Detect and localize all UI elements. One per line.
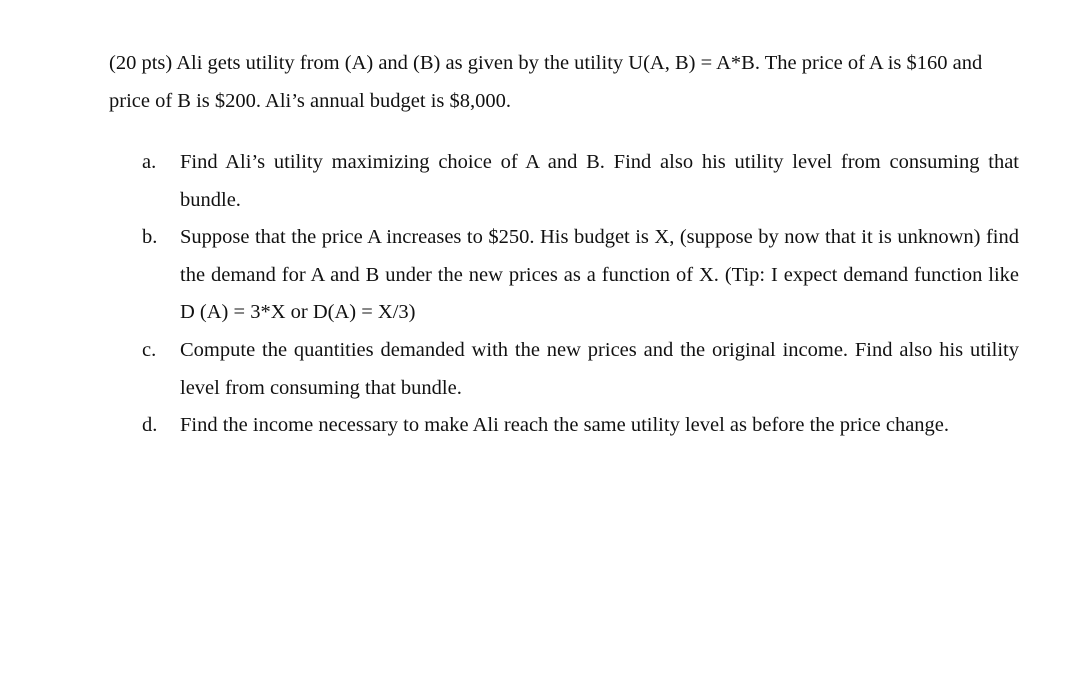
question-intro: (20 pts) Ali gets utility from (A) and (B) as given by the utility U(A, B) = A*B. The price of A is $160 and price of B is $200. Ali’s annual budget is $8,000. (109, 52, 983, 112)
question-part-a (142, 144, 1019, 219)
part-text: Find Ali’s utility maximizing choice of A and B. Find also his utility level from consuming that bundle. (180, 151, 1019, 211)
question-parts-list (142, 144, 1019, 445)
part-text: Suppose that the price A increases to $250. His budget is X, (suppose by now that it is unknown) find the demand for A and B under the new prices as a function of X. (Tip: I expect demand function like D (A) = 3*X or D(A) = X/3) (180, 226, 1019, 324)
part-marker: d. (142, 414, 158, 437)
question-part-b (142, 219, 1019, 332)
part-marker: c. (142, 338, 157, 361)
part-marker: a. (142, 151, 157, 173)
question-part-c (142, 332, 1019, 407)
question-part-d (142, 407, 1019, 445)
part-text: Compute the quantities demanded with the new prices and the original income. Find also his utility level from consuming that bundle. (180, 338, 1019, 399)
part-marker: b. (142, 226, 158, 249)
part-text: Find the income necessary to make Ali reach the same utility level as before the price change. (180, 414, 950, 437)
